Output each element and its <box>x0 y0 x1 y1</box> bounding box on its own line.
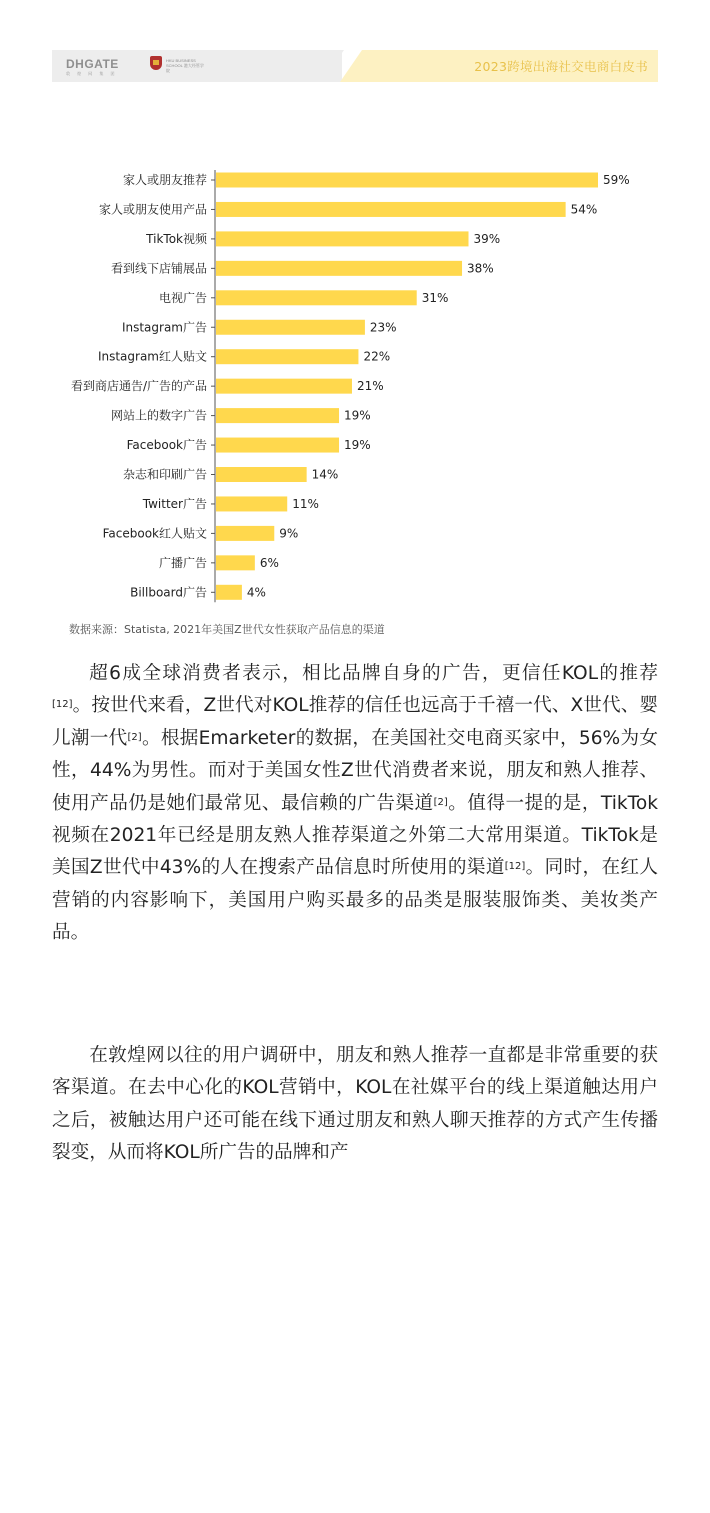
bar <box>216 320 365 335</box>
category-label: Facebook红人贴文 <box>102 526 207 541</box>
data-label: 19% <box>344 438 371 453</box>
bar <box>216 379 352 394</box>
header-slant <box>322 50 344 82</box>
bar <box>216 496 287 511</box>
data-label: 6% <box>259 555 279 570</box>
citation-ref: [12] <box>52 699 73 711</box>
hku-logo-text: HKU BUSINESS SCHOOL 港大经管学院 <box>166 58 204 73</box>
citation-ref: [2] <box>433 796 448 808</box>
bar <box>216 349 358 364</box>
category-label: 家人或朋友使用产品 <box>98 202 207 217</box>
bar-chart <box>0 160 710 610</box>
bar <box>216 231 469 246</box>
category-label: 网站上的数字广告 <box>110 408 207 423</box>
bar <box>216 290 417 305</box>
data-label: 22% <box>363 349 391 364</box>
category-label: Instagram红人贴文 <box>97 349 207 364</box>
bar <box>216 555 255 570</box>
bar <box>216 173 598 188</box>
data-label: 21% <box>356 379 384 394</box>
data-label: 19% <box>344 408 371 423</box>
category-label: Facebook广告 <box>126 438 207 453</box>
bar <box>216 585 242 600</box>
category-label: 看到商店通告/广告的产品 <box>70 379 207 394</box>
document-title: 2023跨境出海社交电商白皮书 <box>474 59 648 74</box>
dhgate-logo-subtext: 敦 煌 网 集 团 <box>66 71 118 76</box>
citation-ref: [12] <box>504 861 526 873</box>
category-label: 杂志和印刷广告 <box>122 467 207 482</box>
paragraph-text: 。根据Emarketer的数据，在美国社交电商买家中，56%为女性，44%为男性。而对于美国女性Z世代消费者来说，朋友和熟人推荐、使用产品仍是她们最常见、最信赖的广告渠道 <box>52 727 658 814</box>
paragraph-text: 。按世代来看，Z世代对KOL推荐的信任也远高于千禧一代、X世代、婴儿潮一代 <box>52 695 658 749</box>
data-label: 31% <box>421 290 449 305</box>
category-label: Twitter广告 <box>142 496 207 511</box>
data-label: 4% <box>246 585 266 600</box>
bar <box>216 438 339 453</box>
hku-crest-icon <box>150 56 162 70</box>
citation-ref: [2] <box>127 731 142 743</box>
data-label: 14% <box>311 467 339 482</box>
category-label: 电视广告 <box>158 290 207 305</box>
paragraph-1 <box>52 658 658 950</box>
paragraph-2: 在敦煌网以往的用户调研中，朋友和熟人推荐一直都是非常重要的获客渠道。在去中心化的KOL营销中，KOL在社媒平台的线上渠道触达用户之后，被触达用户还可能在线下通过朋友和熟人聊天推荐的方式产生传播裂变，从而将KOL所广告的品牌和产 <box>52 1045 658 1164</box>
bar-chart-svg <box>0 160 710 610</box>
bar <box>216 261 462 276</box>
data-label: 54% <box>570 202 598 217</box>
paragraph-text: 。同时，在红人营销的内容影响下，美国用户购买最多的品类是服装服饰类、美妆类产品。 <box>52 857 658 944</box>
category-label: 看到线下店铺展品 <box>110 261 207 276</box>
bar <box>216 202 566 217</box>
page-header <box>52 50 658 82</box>
bar <box>216 467 307 482</box>
paragraph-text: 。值得一提的是，TikTok视频在2021年已经是朋友熟人推荐渠道之外第二大常用渠道。TikTok是美国Z世代中43%的人在搜索产品信息时所使用的渠道 <box>52 792 658 879</box>
category-label: 家人或朋友推荐 <box>122 173 207 187</box>
data-label: 9% <box>279 526 299 541</box>
category-label: 广播广告 <box>158 555 207 570</box>
category-label: TikTok视频 <box>146 231 207 246</box>
data-label: 38% <box>467 261 494 276</box>
bar <box>216 526 274 541</box>
dhgate-logo: DHGATE <box>66 57 119 71</box>
category-label: Instagram广告 <box>121 320 207 335</box>
paragraph-text: 超6成全球消费者表示，相比品牌自身的广告，更信任KOL的推荐 <box>89 663 658 684</box>
data-label: 23% <box>369 320 397 335</box>
category-label: Billboard广告 <box>130 585 207 600</box>
chart-source: 数据来源：Statista, 2021年美国Z世代女性获取产品信息的渠道 <box>69 623 385 636</box>
bar <box>216 408 339 423</box>
data-label: 39% <box>473 231 501 246</box>
data-label: 11% <box>292 496 319 511</box>
data-label: 59% <box>603 173 630 187</box>
